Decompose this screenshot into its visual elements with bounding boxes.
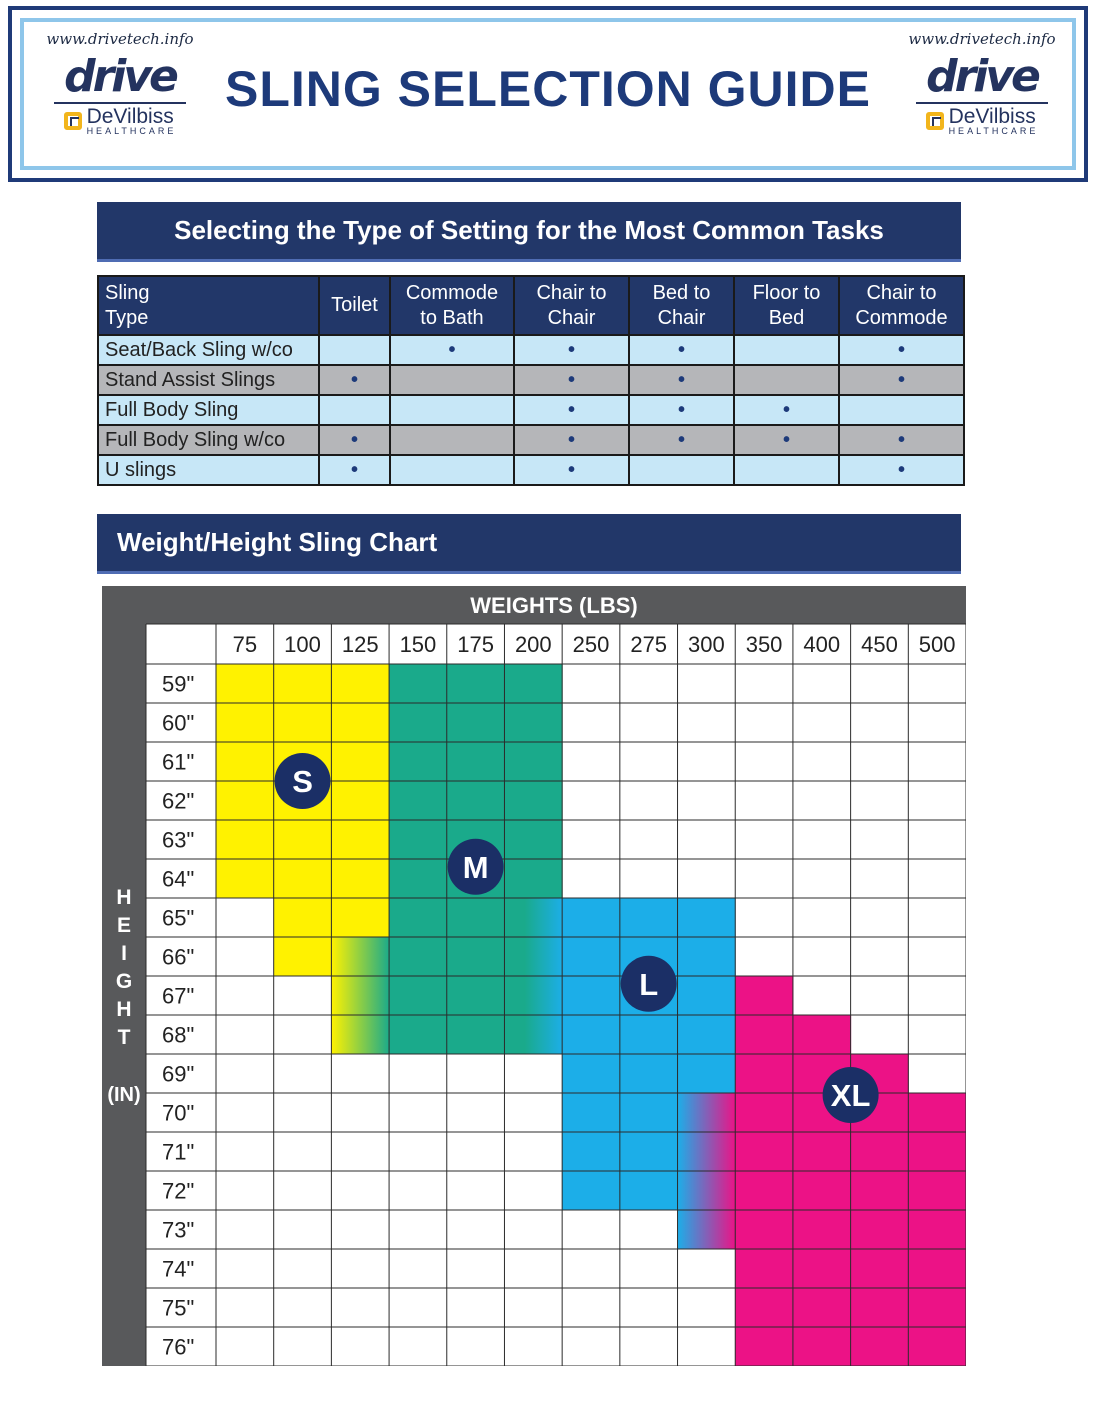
chart-cell (678, 1015, 736, 1055)
chart-cell (331, 976, 389, 1016)
chart-cell (447, 976, 505, 1016)
check-dot-icon: • (897, 368, 905, 391)
chart-cell (562, 1054, 620, 1094)
task-cell (629, 395, 734, 425)
column-header-text: Bed to (652, 281, 711, 304)
chart-cell (735, 1249, 793, 1289)
chart-cell (216, 820, 274, 860)
chart-cell (851, 1210, 909, 1250)
size-badge-label: XL (830, 1077, 871, 1113)
weight-tick-label: 175 (457, 632, 494, 657)
task-cell (390, 335, 514, 365)
check-dot-icon: • (897, 428, 905, 451)
chart-cell (908, 1288, 966, 1328)
chart-cell-blend (525, 898, 563, 938)
drive-logo-word: drive (64, 51, 176, 102)
chart-cell (504, 781, 562, 821)
weight-tick-label: 500 (918, 632, 956, 657)
column-header-text: Toilet (331, 294, 378, 316)
task-cell (839, 425, 964, 455)
devilbiss-mark-icon (64, 112, 82, 130)
column-header (734, 276, 839, 335)
chart-cell (274, 703, 332, 743)
website-url-left[interactable]: www.drivetech.info (46, 30, 194, 48)
height-tick-label: 63" (162, 827, 195, 853)
healthcare-label: HEALTHCARE (86, 126, 177, 136)
chart-cell-blend (525, 1015, 563, 1055)
height-axis-letter: H (116, 886, 132, 909)
chart-cell (851, 1288, 909, 1328)
chart-cell (908, 1171, 966, 1211)
chart-cell (678, 1054, 736, 1094)
check-dot-icon: • (782, 428, 790, 451)
chart-cell (389, 664, 447, 704)
task-cell (734, 365, 839, 395)
height-title-band (102, 624, 146, 1366)
task-cell (734, 455, 839, 485)
task-cell (319, 455, 390, 485)
column-header-text: Commode (405, 281, 499, 304)
column-header-text: Chair (657, 306, 706, 329)
height-axis-unit: (IN) (107, 1084, 141, 1106)
check-dot-icon: • (448, 338, 456, 361)
chart-cell (735, 1327, 793, 1366)
task-cell (629, 425, 734, 455)
column-header-text: Chair to (536, 281, 607, 304)
tasks-table-header-row (98, 276, 964, 335)
chart-cell (447, 664, 505, 704)
check-dot-icon: • (567, 368, 575, 391)
chart-cell (562, 937, 620, 977)
chart-cell (793, 1171, 851, 1211)
chart-cell (504, 859, 562, 899)
chart-cell (851, 1249, 909, 1289)
chart-cell (793, 1249, 851, 1289)
chart-cell (735, 1288, 793, 1328)
chart-cell (678, 1132, 736, 1172)
chart-cell (274, 664, 332, 704)
chart-cell (793, 1210, 851, 1250)
height-axis-letter: E (116, 914, 132, 937)
height-axis-letter: G (115, 970, 133, 993)
chart-cell (562, 1132, 620, 1172)
height-axis-letter: I (121, 942, 127, 965)
chart-cell (851, 1171, 909, 1211)
task-cell (514, 365, 629, 395)
drive-logo-word: drive (926, 51, 1038, 102)
chart-cell (331, 859, 389, 899)
check-dot-icon: • (897, 458, 905, 481)
column-header-text: Floor to (752, 281, 821, 304)
chart-cell (504, 703, 562, 743)
chart-cell (735, 1171, 793, 1211)
chart-cell (274, 859, 332, 899)
column-header-text: Chair (547, 306, 596, 329)
task-cell (629, 365, 734, 395)
task-cell (390, 365, 514, 395)
chart-cell (678, 1093, 736, 1133)
chart-cell (908, 1132, 966, 1172)
chart-cell (447, 742, 505, 782)
task-cell (514, 455, 629, 485)
task-cell (839, 335, 964, 365)
height-tick-label: 68" (162, 1022, 195, 1048)
devilbiss-logo (902, 106, 1062, 136)
chart-cell (793, 1327, 851, 1366)
chart-cell (389, 703, 447, 743)
check-dot-icon: • (567, 338, 575, 361)
task-cell (390, 425, 514, 455)
task-cell (319, 395, 390, 425)
chart-cell (447, 937, 505, 977)
column-header (98, 276, 319, 335)
chart-cell (908, 1210, 966, 1250)
page-title: SLING SELECTION GUIDE (224, 61, 872, 117)
chart-cell (735, 1210, 793, 1250)
chart-cell (389, 976, 447, 1016)
chart-cell (331, 898, 389, 938)
task-cell (514, 395, 629, 425)
weight-tick-label: 125 (341, 632, 379, 657)
weight-tick-label: 350 (745, 632, 783, 657)
height-tick-label: 66" (162, 944, 195, 970)
devilbiss-logo (40, 106, 200, 136)
task-cell (839, 365, 964, 395)
task-cell (390, 395, 514, 425)
height-tick-label: 61" (162, 749, 195, 775)
devilbiss-name: DeVilbiss (86, 105, 174, 128)
sling-type-label: Full Body Sling (98, 395, 319, 425)
column-header-text: Chair to (866, 281, 937, 304)
table-row (98, 335, 964, 365)
column-header (514, 276, 629, 335)
chart-cell (389, 937, 447, 977)
column-header (629, 276, 734, 335)
height-tick-label: 71" (162, 1139, 195, 1165)
task-cell (514, 425, 629, 455)
logo-rule (916, 102, 1048, 104)
height-tick-label: 64" (162, 866, 195, 892)
chart-cell (389, 1015, 447, 1055)
chart-cell (331, 664, 389, 704)
task-cell (734, 395, 839, 425)
chart-cell (389, 781, 447, 821)
height-tick-label: 59" (162, 671, 195, 697)
weight-tick-label: 100 (284, 632, 321, 657)
chart-cell (389, 742, 447, 782)
task-cell (319, 425, 390, 455)
task-cell (629, 335, 734, 365)
task-cell (839, 395, 964, 425)
chart-cell (216, 664, 274, 704)
chart-cell (735, 1054, 793, 1094)
height-tick-label: 69" (162, 1061, 195, 1087)
chart-cell (447, 898, 505, 938)
chart-cell (678, 937, 736, 977)
weight-tick-label: 450 (861, 632, 898, 657)
task-cell (514, 335, 629, 365)
task-cell (734, 425, 839, 455)
sling-type-label: U slings (98, 455, 319, 485)
chart-cell-blend (525, 976, 563, 1016)
chart-cell (562, 898, 620, 938)
table-row (98, 365, 964, 395)
height-tick-label: 72" (162, 1178, 195, 1204)
tasks-table-body (98, 335, 964, 485)
task-cell (629, 455, 734, 485)
check-dot-icon: • (677, 428, 685, 451)
check-dot-icon: • (677, 368, 685, 391)
chart-cell (331, 781, 389, 821)
chart-cell (620, 898, 678, 938)
chart-cell (678, 1210, 736, 1250)
chart-cell (620, 1054, 678, 1094)
weight-tick-label: 75 (232, 632, 258, 657)
chart-cell (562, 1015, 620, 1055)
height-tick-label: 75" (162, 1295, 195, 1321)
chart-cell (504, 664, 562, 704)
check-dot-icon: • (677, 338, 685, 361)
chart-cell (620, 1132, 678, 1172)
chart-cell (793, 1288, 851, 1328)
chart-section-title: Weight/Height Sling Chart (97, 514, 961, 574)
chart-cell (908, 1327, 966, 1366)
chart-cell (908, 1249, 966, 1289)
check-dot-icon: • (567, 458, 575, 481)
size-badge-label: M (462, 849, 489, 885)
check-dot-icon: • (567, 398, 575, 421)
size-badge-label: L (639, 966, 659, 1002)
chart-cell (851, 1327, 909, 1366)
chart-cell (620, 1171, 678, 1211)
height-tick-label: 74" (162, 1256, 195, 1282)
chart-cell (447, 1015, 505, 1055)
logo-right (902, 30, 1062, 136)
chart-cell (735, 1015, 793, 1055)
chart-cell (389, 898, 447, 938)
chart-cell (620, 1015, 678, 1055)
weight-height-chart (102, 586, 966, 1366)
devilbiss-name: DeVilbiss (948, 105, 1036, 128)
check-dot-icon: • (350, 428, 358, 451)
size-badge-label: S (292, 764, 313, 799)
chart-cell (504, 742, 562, 782)
chart-cell (735, 1093, 793, 1133)
chart-cell (216, 859, 274, 899)
height-tick-label: 65" (162, 905, 195, 931)
column-header (319, 276, 390, 335)
height-tick-label: 60" (162, 710, 195, 736)
weight-tick-label: 300 (688, 632, 725, 657)
logo-rule (54, 102, 186, 104)
chart-cell (274, 898, 332, 938)
chart-cell (389, 859, 447, 899)
weight-tick-label: 275 (630, 632, 668, 657)
chart-cell (678, 976, 736, 1016)
chart-cell (735, 976, 793, 1016)
website-url-right[interactable]: www.drivetech.info (908, 30, 1056, 48)
chart-cell (447, 781, 505, 821)
task-cell (839, 455, 964, 485)
logo-left (40, 30, 200, 136)
chart-cell (620, 1093, 678, 1133)
column-header-text: Bed (768, 306, 805, 329)
chart-cell (562, 1093, 620, 1133)
chart-cell (562, 976, 620, 1016)
chart-cell (216, 703, 274, 743)
column-header-text: to Bath (420, 306, 484, 329)
chart-cell (331, 820, 389, 860)
column-header (390, 276, 514, 335)
sling-type-label: Stand Assist Slings (98, 365, 319, 395)
weights-axis-title: WEIGHTS (LBS) (470, 593, 638, 618)
check-dot-icon: • (350, 458, 358, 481)
check-dot-icon: • (782, 398, 790, 421)
check-dot-icon: • (350, 368, 358, 391)
chart-cell (562, 1171, 620, 1211)
column-header-text: Sling (105, 281, 150, 304)
task-cell (734, 335, 839, 365)
chart-cell (331, 742, 389, 782)
devilbiss-mark-icon (926, 112, 944, 130)
height-tick-label: 67" (162, 983, 195, 1009)
height-tick-label: 70" (162, 1100, 195, 1126)
check-dot-icon: • (897, 338, 905, 361)
height-axis-letter: T (117, 1026, 131, 1049)
height-tick-label: 73" (162, 1217, 195, 1243)
weight-tick-label: 250 (572, 632, 610, 657)
weight-tick-label: 200 (514, 632, 552, 657)
chart-cell (678, 898, 736, 938)
height-tick-label: 62" (162, 788, 195, 814)
chart-cell (216, 742, 274, 782)
sling-type-label: Full Body Sling w/co (98, 425, 319, 455)
weight-tick-label: 150 (399, 632, 437, 657)
tasks-table (97, 275, 965, 486)
chart-cell (908, 1093, 966, 1133)
height-axis-letter: H (116, 998, 132, 1021)
chart-cell (331, 703, 389, 743)
chart-cell (274, 937, 332, 977)
task-cell (390, 455, 514, 485)
chart-cell (331, 1015, 389, 1055)
check-dot-icon: • (677, 398, 685, 421)
chart-cell (678, 1171, 736, 1211)
chart-cell (851, 1132, 909, 1172)
sling-type-label: Seat/Back Sling w/co (98, 335, 319, 365)
task-cell (319, 365, 390, 395)
chart-cell (793, 1132, 851, 1172)
chart-cell (735, 1132, 793, 1172)
column-header-text: Type (105, 306, 149, 329)
column-header-text: Commode (855, 306, 948, 329)
weight-tick-label: 400 (803, 632, 841, 657)
table-row (98, 425, 964, 455)
chart-cell (389, 820, 447, 860)
chart-cell (447, 703, 505, 743)
check-dot-icon: • (567, 428, 575, 451)
chart-cell-blend (525, 937, 563, 977)
chart-cell (331, 937, 389, 977)
height-tick-label: 76" (162, 1334, 195, 1360)
chart-cell (274, 820, 332, 860)
task-cell (319, 335, 390, 365)
chart-cell (216, 781, 274, 821)
table-row (98, 455, 964, 485)
table-row (98, 395, 964, 425)
chart-cell (793, 1015, 851, 1055)
tasks-section-title: Selecting the Type of Setting for the Most Common Tasks (97, 202, 961, 262)
chart-cell (504, 820, 562, 860)
column-header (839, 276, 964, 335)
healthcare-label: HEALTHCARE (948, 126, 1039, 136)
